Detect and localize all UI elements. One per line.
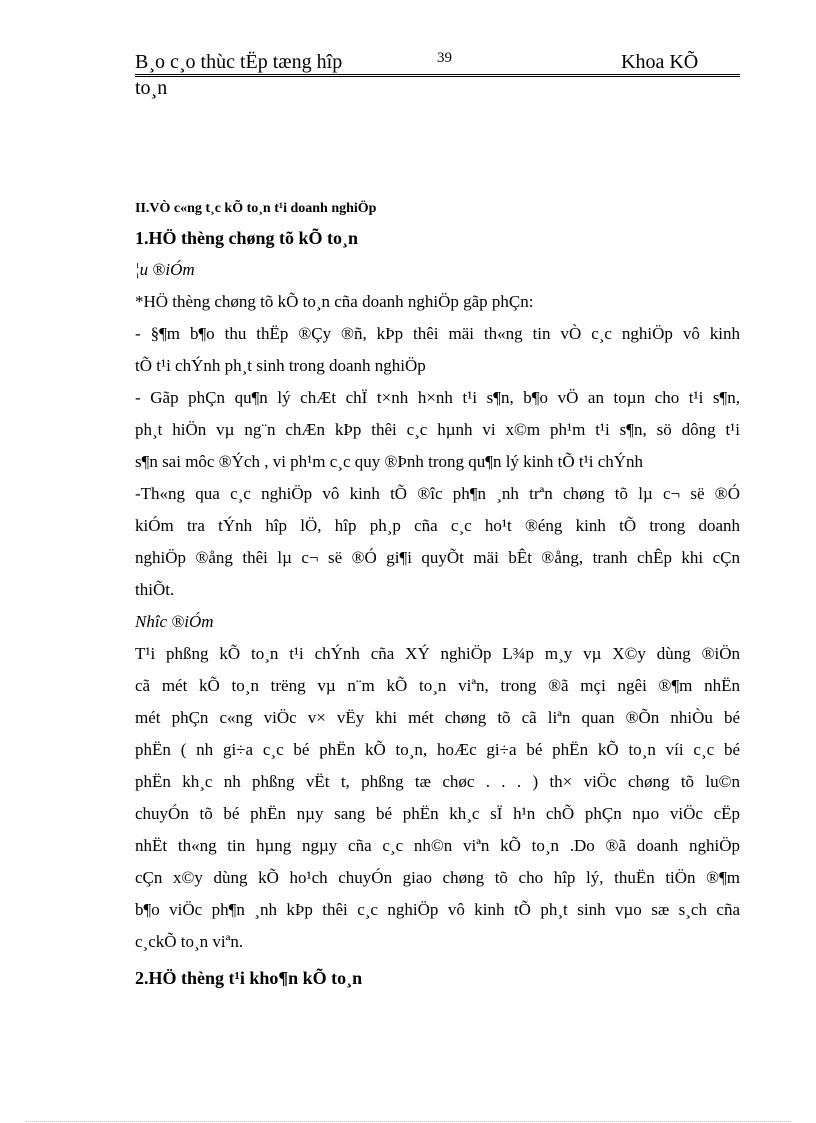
body-line: -Th«ng qua c¸c nghiÖp vô kinh tÕ ®îc ph¶n ¸nh trªn chøng tõ lµ c¬ së ®Ó (135, 484, 740, 503)
page-header (135, 50, 740, 77)
body-line: c¸ckÕ to¸n viªn. (135, 932, 244, 951)
body-line: phËn kh¸c nh phßng vËt t, phßng tæ chøc . . . ) th× viÖc chøng tõ lu©n (135, 772, 740, 791)
body-line: b¶o viÖc ph¶n ¸nh kÞp thêi c¸c nghiÖp vô kinh tÕ ph¸t sinh vµo sæ s¸ch cña (135, 900, 740, 919)
body-line: mét phÇn c«ng viÖc v× vËy khi mét chøng tõ cã liªn quan ®Õn nhiÒu bé (135, 708, 740, 727)
header-continuation: to¸n (135, 77, 168, 99)
body-line: thiÕt. (135, 580, 175, 599)
body-line: cÇn x©y dùng kÕ ho¹ch chuyÓn giao chøng tõ cho hîp lý, thuËn tiÖn ®¶m (135, 868, 740, 887)
body-line: phËn ( nh gi÷a c¸c bé phËn kÕ to¸n, hoÆc gi÷a bé phËn kÕ to¸n víi c¸c bé (135, 740, 740, 759)
body-line: nghiÖp ®ång thêi lµ c¬ së ®Ó gi¶i quyÕt mäi bÊt ®ång, tranh chÊp khi cÇn (135, 548, 740, 567)
heading-1: 1.HÖ thèng chøng tõ kÕ to¸n (135, 228, 359, 248)
body-line: tÕ t¹i chÝnh ph¸t sinh trong doanh nghiÖp (135, 356, 426, 375)
body-line: - Gãp phÇn qu¶n lý chÆt chÏ t×nh h×nh t¹i s¶n, b¶o vÖ an toµn cho t¹i s¶n, (135, 388, 740, 407)
header-title: B¸o c¸o thùc tËp tæng hîp (135, 51, 343, 73)
body-line: kiÓm tra tÝnh hîp lÖ, hîp ph¸p cña c¸c ho¹t ®éng kinh tÕ trong doanh (135, 516, 740, 535)
body-line: *HÖ thèng chøng tõ kÕ to¸n cña doanh nghiÖp gãp phÇn: (135, 292, 534, 311)
body-line: cã mét kÕ to¸n trëng vµ n¨m kÕ to¸n viªn, trong ®ã mçi ngêi ®¶m nhËn (135, 676, 740, 695)
body-line: s¶n sai môc ®Ých , vi ph¹m c¸c quy ®Þnh trong qu¶n lý kinh tÕ t¹i chÝnh (135, 452, 644, 471)
body-line: nhËt th«ng tin hµng ngµy cña c¸c nh©n viªn kÕ to¸n .Do ®ã doanh nghiÖp (135, 836, 740, 855)
page-bottom-rule (25, 1121, 791, 1122)
body-line: chuyÓn tõ bé phËn nµy sang bé phËn kh¸c sÏ h¹n chÕ phÇn nµo viÖc cËp (135, 804, 740, 823)
section-title: II.VÒ c«ng t¸c kÕ to¸n t¹i doanh nghiÖp (135, 201, 377, 216)
body-line: ph¸t hiÖn vµ ng¨n chÆn kÞp thêi c¸c hµnh vi x©m ph¹m t¹i s¶n, sö dông t¹i (135, 420, 740, 439)
header-department: Khoa KÕ (621, 51, 699, 73)
body-line: T¹i phßng kÕ to¸n t¹i chÝnh cña XÝ nghiÖp L¾p m¸y vµ X©y dùng ®iÖn (135, 644, 740, 663)
heading-2: 2.HÖ thèng t¹i kho¶n kÕ to¸n (135, 968, 363, 988)
advantages-label: ¦u ®iÓm (135, 260, 195, 279)
disadvantages-label: Nhîc ®iÓm (135, 612, 214, 631)
body-line: - §¶m b¶o thu thËp ®Çy ®ñ, kÞp thêi mäi th«ng tin vÒ c¸c nghiÖp vô kinh (135, 324, 740, 343)
page-number: 39 (437, 50, 452, 66)
